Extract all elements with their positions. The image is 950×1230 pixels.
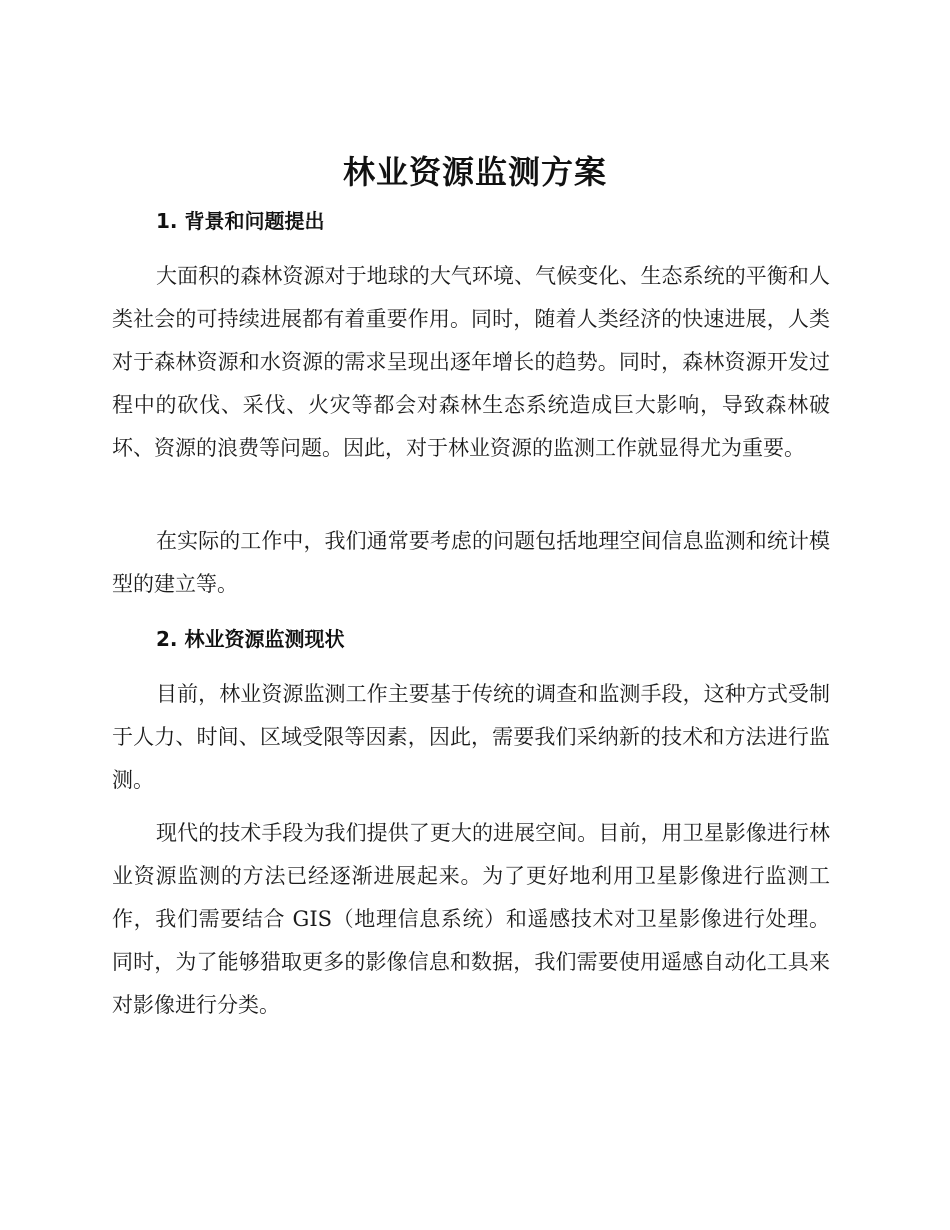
- document-title: 林业资源监测方案: [342, 153, 607, 191]
- paragraph-status-1: 目前，林业资源监测工作主要基于传统的调查和监测手段，这种方式受制于人力、时间、区域受限等因素，因此，需要我们采纳新的技术和方法进行监测。: [112, 682, 830, 792]
- section-heading-background: 1. 背景和问题提出: [156, 209, 325, 233]
- paragraph-background-2: 在实际的工作中，我们通常要考虑的问题包括地理空间信息监测和统计模型的建立等。: [112, 529, 830, 596]
- paragraph-background-1: 大面积的森林资源对于地球的大气环境、气候变化、生态系统的平衡和人类社会的可持续进展都有着重要作用。同时，随着人类经济的快速进展，人类对于森林资源和水资源的需求呈现出逐年增长的趋势。同时，森林资源开发过程中的砍伐、采伐、火灾等都会对森林生态系统造成巨大影响，导致森林破坏、资源的浪费等问题。因此，对于林业资源的监测工作就显得尤为重要。: [112, 264, 830, 460]
- paragraph-status-2: 现代的技术手段为我们提供了更大的进展空间。目前，用卫星影像进行林业资源监测的方法已经逐渐进展起来。为了更好地利用卫星影像进行监测工作，我们需要结合 GIS（地理信息系统）和遥感技术对卫星影像进行处理。同时，为了能够猎取更多的影像信息和数据，我们需要使用遥感自动化工具来对影像进行分类。: [112, 821, 830, 1017]
- section-heading-status: 2. 林业资源监测现状: [156, 627, 345, 651]
